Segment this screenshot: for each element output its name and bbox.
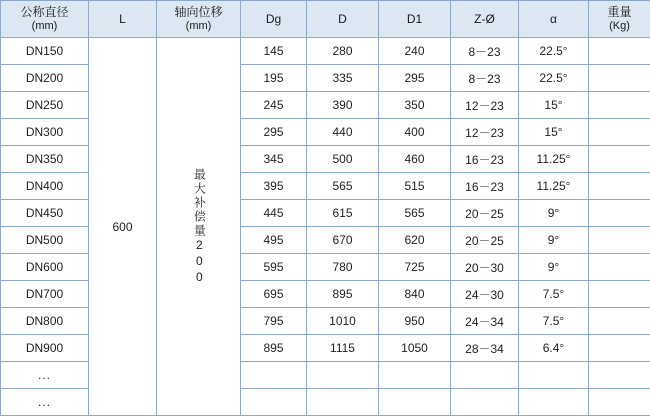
cell-d1: 620 [379,227,451,254]
cell-d1: 565 [379,200,451,227]
cell-alpha: 7.5° [519,281,589,308]
cell-z-hole: 20－30 [451,254,519,281]
cell-dg: 245 [241,92,307,119]
cell-alpha: 22.5° [519,38,589,65]
cell-alpha [519,389,589,416]
cell-d1 [379,389,451,416]
header-sub-text: (mm) [1,20,88,34]
cell-dg: 445 [241,200,307,227]
cell-dg: 895 [241,335,307,362]
cell-dg: 195 [241,65,307,92]
cell-nominal-diameter: ... [1,362,89,389]
cell-d: 670 [307,227,379,254]
column-header-length [89,1,157,38]
cell-dg: 495 [241,227,307,254]
cell-weight [589,389,650,416]
axial-text-wrap [157,38,240,415]
table-header [1,1,650,38]
cell-d: 1010 [307,308,379,335]
cell-nominal-diameter: ... [1,389,89,416]
cell-d1: 515 [379,173,451,200]
cell-weight [589,335,650,362]
cell-z-hole [451,362,519,389]
cell-weight [589,200,650,227]
header-main-text: Dg [241,12,306,27]
cell-dg [241,389,307,416]
cell-d1: 725 [379,254,451,281]
cell-z-hole: 16－23 [451,146,519,173]
cell-alpha: 15° [519,119,589,146]
cell-nominal-diameter: DN700 [1,281,89,308]
cell-dg: 695 [241,281,307,308]
cell-d1: 840 [379,281,451,308]
cell-nominal-diameter: DN800 [1,308,89,335]
cell-d [307,362,379,389]
cell-dg: 295 [241,119,307,146]
column-header-weight [589,1,650,38]
cell-weight [589,308,650,335]
cell-alpha [519,362,589,389]
cell-d: 1115 [307,335,379,362]
header-sub-text: (Kg) [589,20,650,34]
cell-d1: 240 [379,38,451,65]
header-sub-text: (mm) [157,20,240,34]
cell-z-hole: 24－30 [451,281,519,308]
cell-weight [589,119,650,146]
column-header-alpha [519,1,589,38]
cell-d [307,389,379,416]
cell-nominal-diameter: DN400 [1,173,89,200]
cell-alpha: 11.25° [519,173,589,200]
cell-nominal-diameter: DN600 [1,254,89,281]
cell-d: 280 [307,38,379,65]
cell-dg [241,362,307,389]
cell-dg: 345 [241,146,307,173]
cell-nominal-diameter: DN500 [1,227,89,254]
cell-d1: 950 [379,308,451,335]
header-main-text: D1 [379,12,450,27]
cell-alpha: 6.4° [519,335,589,362]
header-main-text: L [89,12,156,27]
cell-weight [589,65,650,92]
cell-z-hole: 16－23 [451,173,519,200]
cell-weight [589,38,650,65]
column-header-d1 [379,1,451,38]
cell-d: 565 [307,173,379,200]
cell-alpha: 9° [519,254,589,281]
header-main-text: 重量 [589,5,650,20]
cell-weight [589,362,650,389]
cell-alpha: 11.25° [519,146,589,173]
table-body [1,38,650,416]
cell-nominal-diameter: DN200 [1,65,89,92]
column-header-dg [241,1,307,38]
cell-weight [589,173,650,200]
cell-dg: 595 [241,254,307,281]
cell-d: 780 [307,254,379,281]
cell-z-hole: 8－23 [451,65,519,92]
cell-d1: 1050 [379,335,451,362]
cell-alpha: 9° [519,227,589,254]
cell-nominal-diameter: DN350 [1,146,89,173]
cell-d: 335 [307,65,379,92]
cell-d: 895 [307,281,379,308]
cell-nominal-diameter: DN150 [1,38,89,65]
cell-length-merged: 600 [89,38,157,416]
cell-z-hole: 12－23 [451,119,519,146]
cell-dg: 145 [241,38,307,65]
header-main-text: 公称直径 [1,5,88,20]
cell-d: 440 [307,119,379,146]
cell-d: 500 [307,146,379,173]
column-header-z-hole [451,1,519,38]
column-header-d [307,1,379,38]
cell-nominal-diameter: DN300 [1,119,89,146]
cell-d: 615 [307,200,379,227]
cell-axial-displacement-merged [157,38,241,416]
cell-d1: 400 [379,119,451,146]
cell-z-hole: 20－25 [451,227,519,254]
cell-alpha: 15° [519,92,589,119]
cell-alpha: 9° [519,200,589,227]
cell-d1: 460 [379,146,451,173]
column-header-nominal-diameter [1,1,89,38]
cell-dg: 395 [241,173,307,200]
cell-weight [589,92,650,119]
header-main-text: 轴向位移 [157,5,240,20]
cell-z-hole: 20－25 [451,200,519,227]
cell-nominal-diameter: DN900 [1,335,89,362]
cell-nominal-diameter: DN450 [1,200,89,227]
header-main-text: Z-Ø [451,12,518,27]
cell-d1: 295 [379,65,451,92]
cell-d1 [379,362,451,389]
cell-z-hole: 28－34 [451,335,519,362]
cell-z-hole: 8－23 [451,38,519,65]
cell-z-hole: 24－34 [451,308,519,335]
cell-z-hole [451,389,519,416]
cell-nominal-diameter: DN250 [1,92,89,119]
cell-d: 390 [307,92,379,119]
header-main-text: α [519,12,588,27]
cell-weight [589,227,650,254]
cell-z-hole: 12－23 [451,92,519,119]
axial-displacement-value: 最大补偿量200 [192,168,206,286]
header-main-text: D [307,12,378,27]
cell-alpha: 22.5° [519,65,589,92]
table-row [1,38,650,65]
cell-dg: 795 [241,308,307,335]
header-row [1,1,650,38]
column-header-axial-displacement [157,1,241,38]
cell-d1: 350 [379,92,451,119]
cell-weight [589,146,650,173]
cell-alpha: 7.5° [519,308,589,335]
cell-weight [589,281,650,308]
cell-weight [589,254,650,281]
